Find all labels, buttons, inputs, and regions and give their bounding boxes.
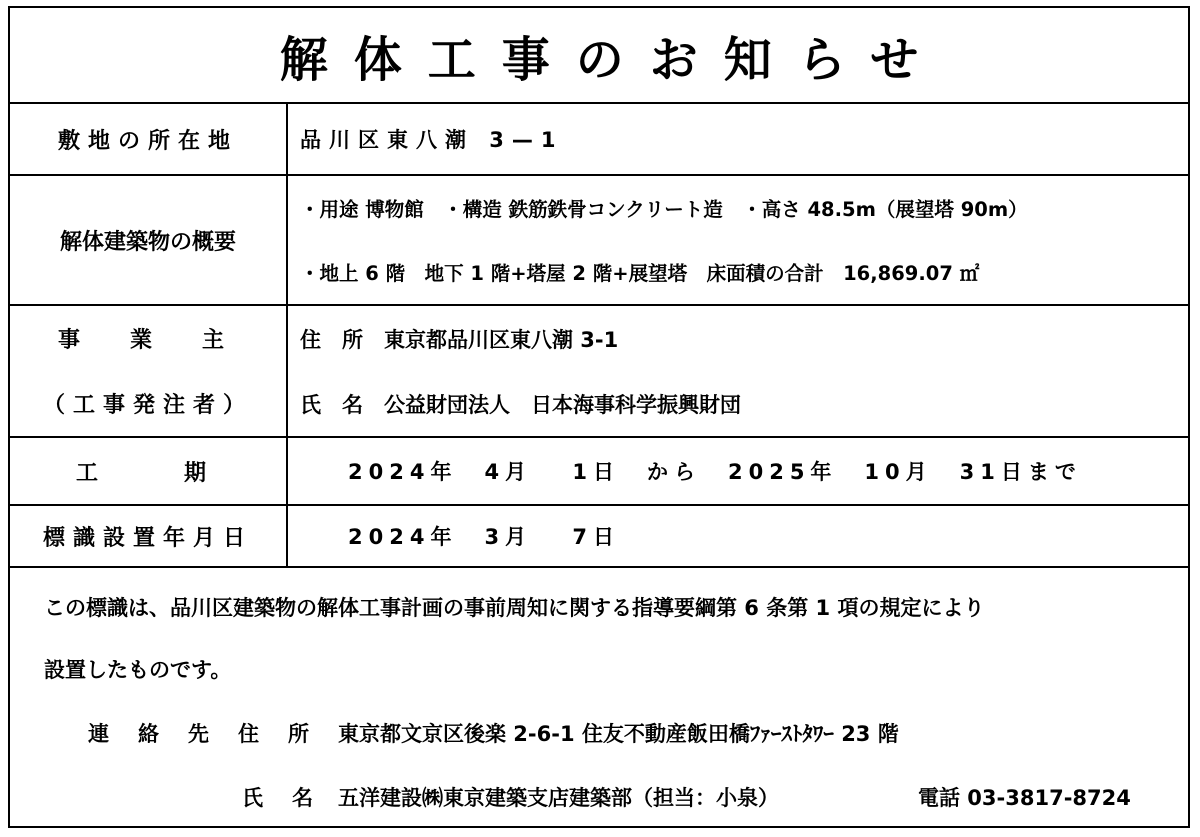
period-row	[10, 438, 1188, 506]
overview-line-2: ・地上 6 階 地下 1 階+塔屋 2 階+展望塔 床面積の合計 16,869.07 ㎡	[300, 262, 980, 285]
posted-label: 標識設置年月日	[42, 525, 253, 551]
owner-address: 住 所 東京都品川区東八潮 3-1	[300, 327, 619, 352]
period-label: 工 期	[75, 460, 220, 486]
sign-title: 解体工事のお知らせ	[279, 31, 945, 88]
contact-phone: 電話 03-3817-8724	[918, 786, 1131, 810]
overview-value-cell	[288, 176, 1188, 304]
contact-label: 連 絡 先 住 所	[88, 722, 313, 746]
contact-name-label: 氏 名	[242, 786, 317, 810]
notice-sign	[8, 6, 1190, 828]
period-value-cell	[288, 438, 1188, 504]
title-row	[10, 8, 1188, 104]
site-row	[10, 104, 1188, 176]
site-label: 敷地の所在地	[57, 128, 238, 154]
overview-label-cell	[10, 176, 288, 304]
owner-value-cell	[288, 306, 1188, 436]
notice-line-1: この標識は、品川区建築物の解体工事計画の事前周知に関する指導要綱第 6 条第 1 項の規定により	[44, 596, 985, 620]
overview-line-1: ・用途 博物館 ・構造 鉄筋鉄骨コンクリート造 ・高さ 48.5m（展望塔 90m）	[300, 198, 1028, 221]
posted-row	[10, 506, 1188, 568]
posted-label-cell	[10, 506, 288, 566]
site-label-cell	[10, 104, 288, 174]
period-label-cell	[10, 438, 288, 504]
owner-label-2: （工事発注者）	[42, 393, 253, 418]
posted-date: 2024年 3月 7日	[348, 525, 620, 549]
posted-value-cell	[288, 506, 1188, 566]
overview-label: 解体建築物の概要	[59, 229, 236, 255]
owner-name: 氏 名 公益財団法人 日本海事科学振興財団	[300, 392, 741, 417]
notice-line-2: 設置したものです。	[44, 658, 232, 682]
owner-label-1: 事 業 主	[57, 328, 238, 353]
period-dates: 2024年 4月 1日 から 2025年 10月 31日まで	[348, 460, 1082, 484]
contact-name: 五洋建設㈱東京建築支店建築部（担当：小泉）	[338, 786, 779, 810]
owner-label-cell	[10, 306, 288, 436]
overview-row	[10, 176, 1188, 306]
notice-section	[10, 568, 1188, 826]
contact-address: 東京都文京区後楽 2-6-1 住友不動産飯田橋ﾌｧｰｽﾄﾀﾜｰ 23 階	[338, 722, 899, 746]
site-address: 品川区東八潮 3—1	[300, 128, 564, 152]
owner-row	[10, 306, 1188, 438]
site-value-cell	[288, 104, 1188, 174]
